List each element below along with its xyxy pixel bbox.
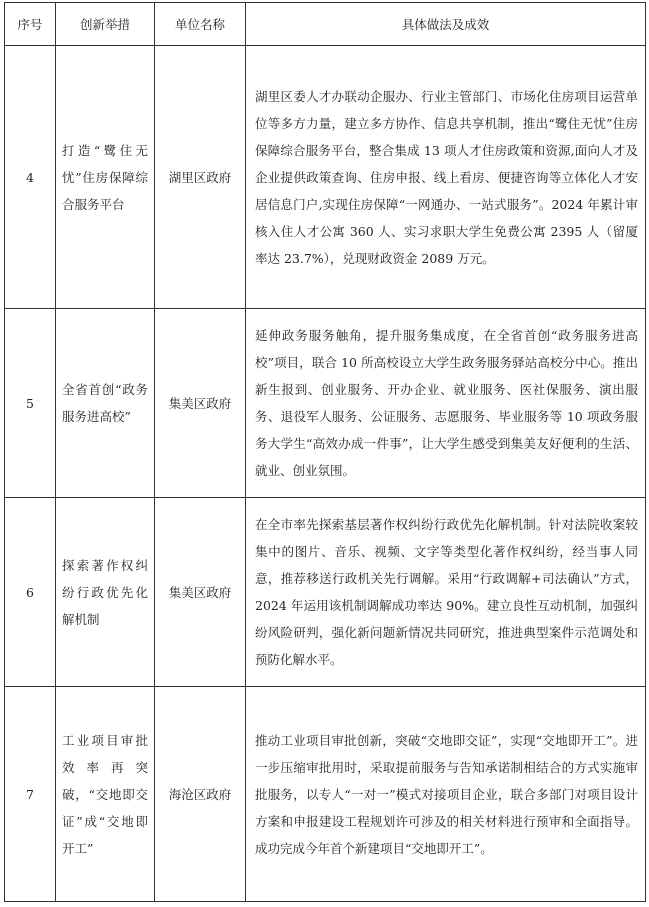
unit-cell: 集美区政府 [155, 498, 246, 687]
serial-number-cell: 5 [5, 309, 56, 498]
innovation-measures-table [4, 2, 646, 902]
table-header-row [5, 3, 646, 46]
header-serial-number: 序号 [5, 3, 56, 46]
unit-cell: 海沧区政府 [155, 687, 246, 902]
measure-cell: 打造“鹭住无忧”住房保障综合服务平台 [56, 46, 155, 309]
serial-number-cell: 7 [5, 687, 56, 902]
measure-cell: 全省首创“政务服务进高校” [56, 309, 155, 498]
measure-cell: 探索著作权纠纷行政优先化解机制 [56, 498, 155, 687]
table-row [5, 687, 646, 902]
header-unit-name: 单位名称 [155, 3, 246, 46]
header-innovation-measure: 创新举措 [56, 3, 155, 46]
header-practice-and-results: 具体做法及成效 [246, 3, 646, 46]
serial-number-cell: 6 [5, 498, 56, 687]
serial-number-cell: 4 [5, 46, 56, 309]
measure-cell: 工业项目审批效率再突破，“交地即交证”成“交地即开工” [56, 687, 155, 902]
document-page [4, 2, 645, 902]
table-row [5, 46, 646, 309]
table-row [5, 498, 646, 687]
detail-cell: 延伸政务服务触角，提升服务集成度，在全省首创“政务服务进高校”项目，联合 10 所高校设立大学生政务服务驿站高校分中心。推出新生报到、创业服务、开办企业、就业服务、医社保服务、演出服务、退役军人服务、公证服务、志愿服务、毕业服务等 10 项政务服务大学生“高效办成一件事”，让大学生感受到集美友好便利的生活、就业、创业氛围。 [246, 309, 646, 498]
unit-cell: 集美区政府 [155, 309, 246, 498]
table-row [5, 309, 646, 498]
detail-cell: 推动工业项目审批创新，突破“交地即交证”，实现“交地即开工”。进一步压缩审批用时，采取提前服务与告知承诺制相结合的方式实施审批服务，以专人“一对一”模式对接项目企业，联合多部门对项目设计方案和申报建设工程规划许可涉及的相关材料进行预审和全面指导。成功完成今年首个新建项目“交地即开工”。 [246, 687, 646, 902]
detail-cell: 在全市率先探索基层著作权纠纷行政优先化解机制。针对法院收案较集中的图片、音乐、视频、文字等类型化著作权纠纷，经当事人同意，推荐移送行政机关先行调解。采用“行政调解+司法确认”方式，2024 年运用该机制调解成功率达 90%。建立良性互动机制，加强纠纷风险研判，强化新问题新情况共同研究，推进典型案件示范调处和预防化解水平。 [246, 498, 646, 687]
unit-cell: 湖里区政府 [155, 46, 246, 309]
detail-cell: 湖里区委人才办联动企服办、行业主管部门、市场化住房项目运营单位等多方力量，建立多方协作、信息共享机制，推出“鹭住无忧”住房保障综合服务平台，整合集成 13 项人才住房政策和资源,面向人才及企业提供政策查询、住房申报、线上看房、便捷咨询等立体化人才安居信息门户,实现住房保障“一网通办、一站式服务”。2024 年累计审核入住人才公寓 360 人、实习求职大学生免费公寓 2395 人（留厦率达 23.7%），兑现财政资金 2089 万元。 [246, 46, 646, 309]
